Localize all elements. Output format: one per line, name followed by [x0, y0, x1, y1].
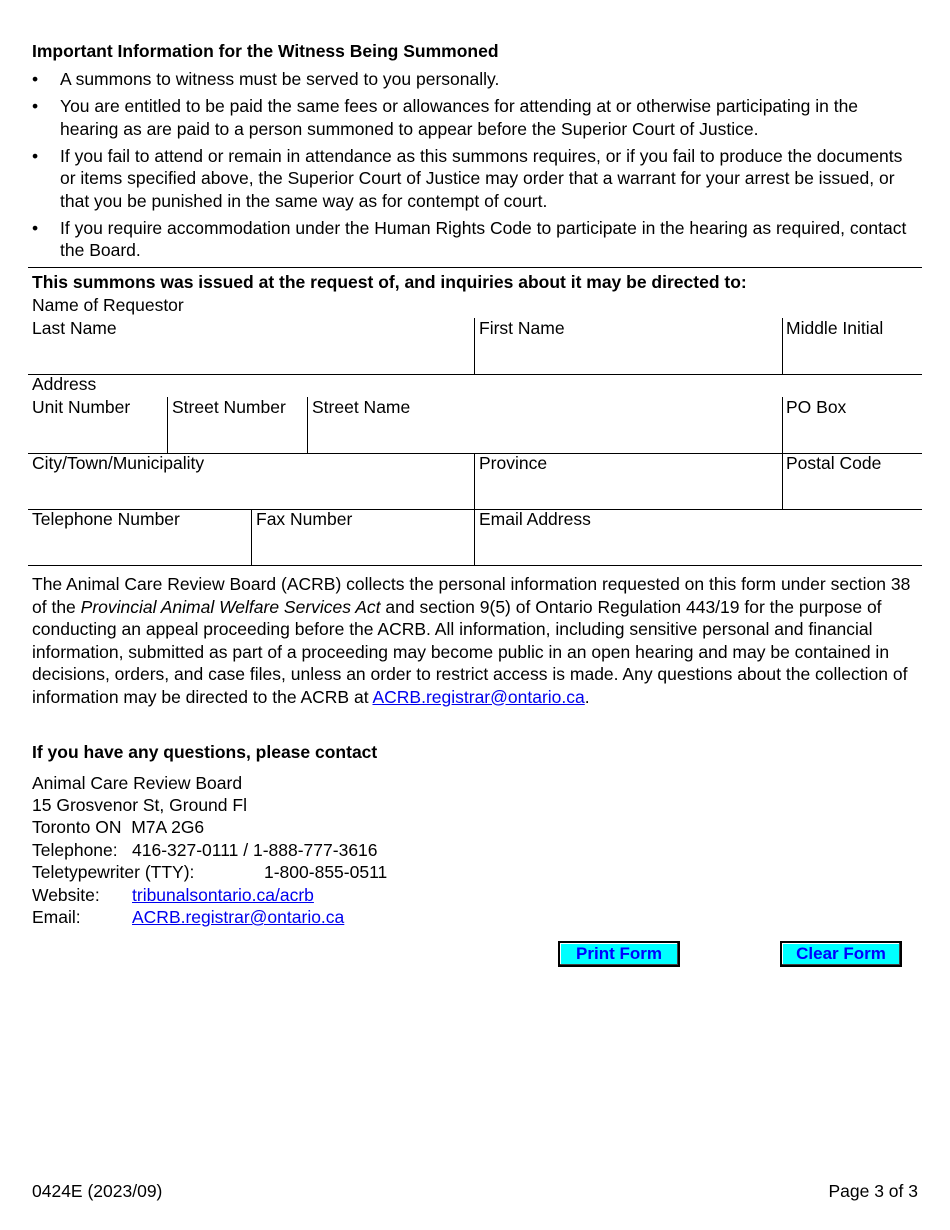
contact-street: 15 Grosvenor St, Ground Fl: [32, 795, 247, 815]
row-divider: [28, 374, 922, 375]
po-box-label: PO Box: [786, 397, 847, 417]
print-form-button[interactable]: Print Form: [559, 942, 679, 966]
info-bullet-list: [28, 68, 920, 266]
form-page: [28, 0, 922, 1230]
street-number-label: Street Number: [172, 397, 286, 417]
fax-label: Fax Number: [256, 509, 353, 529]
email-label: Email Address: [479, 509, 591, 529]
section-divider: [28, 267, 922, 268]
privacy-notice: [32, 573, 922, 708]
contact-tty-value: 1-800-855-0511: [264, 862, 388, 882]
clear-form-button[interactable]: Clear Form: [781, 942, 901, 966]
form-code: 0424E (2023/09): [32, 1181, 163, 1201]
requestor-name-label: Name of Requestor: [32, 295, 184, 315]
street-name-input[interactable]: [308, 420, 781, 452]
telephone-input[interactable]: [28, 532, 250, 564]
fax-input[interactable]: [252, 532, 474, 564]
contact-heading: If you have any questions, please contact: [32, 742, 378, 762]
unit-number-label: Unit Number: [32, 397, 131, 417]
act-name: Provincial Animal Welfare Services Act: [80, 596, 381, 617]
info-bullet-text: If you fail to attend or remain in attendance as this summons requires, or if you fail to produce the documents or items specified above, the Superior Court of Justice may order that a warrant for your arrest be issued, or that you be punished in the same way as for contempt of court.: [60, 145, 903, 211]
privacy-text-part: The Animal Care Review Board (ACRB) collects the personal information requested on this form under section 38 of the: [32, 574, 911, 617]
province-input[interactable]: [475, 476, 781, 508]
info-bullet-item: [28, 95, 920, 140]
contact-org: Animal Care Review Board: [32, 773, 243, 793]
postal-code-label: Postal Code: [786, 453, 882, 473]
info-bullet-item: [28, 145, 920, 213]
privacy-email-link[interactable]: ACRB.registrar@ontario.ca: [372, 686, 585, 707]
bullet-icon: •: [32, 69, 39, 89]
info-heading: Important Information for the Witness Being Summoned: [32, 41, 499, 61]
city-label: City/Town/Municipality: [32, 453, 205, 473]
bullet-icon: •: [32, 145, 39, 166]
info-bullet-item: [28, 217, 920, 262]
privacy-text-part: .: [584, 686, 590, 707]
contact-email-label: Email:: [32, 907, 81, 927]
email-input[interactable]: [475, 532, 922, 564]
bullet-icon: •: [32, 217, 39, 238]
province-label: Province: [479, 453, 548, 473]
privacy-text-part: and section 9(5) of Ontario Regulation 443/19 for the purpose of conducting an appeal proceeding before the ACRB. All information, including sensitive personal and financial information, submitted as part of a proceeding may become public in an open hearing and may be contained in decisions, orders, and case files, unless an order to restrict access is made. Any questions about the collection of information may be directed to the ACRB at: [32, 596, 908, 707]
last-name-label: Last Name: [32, 318, 117, 338]
info-bullet-text: You are entitled to be paid the same fees or allowances for attending at or otherwise participating in the hearing as are paid to a person summoned to appear before the Superior Court of Justice.: [60, 96, 859, 139]
contact-telephone-value: 416-327-0111 / 1-888-777-3616: [132, 840, 378, 860]
middle-initial-label: Middle Initial: [786, 318, 884, 338]
contact-city: Toronto ON M7A 2G6: [32, 817, 205, 837]
telephone-label: Telephone Number: [32, 509, 180, 529]
street-name-label: Street Name: [312, 397, 411, 417]
contact-website-label: Website:: [32, 885, 100, 905]
info-bullet-item: [28, 68, 920, 91]
unit-number-input[interactable]: [28, 420, 166, 452]
first-name-label: First Name: [479, 318, 565, 338]
po-box-input[interactable]: [783, 420, 922, 452]
contact-email-link[interactable]: ACRB.registrar@ontario.ca: [132, 907, 345, 927]
contact-telephone-label: Telephone:: [32, 840, 118, 860]
info-bullet-text: A summons to witness must be served to you personally.: [60, 69, 500, 89]
contact-tty-label: Teletypewriter (TTY):: [32, 862, 195, 882]
address-label: Address: [32, 374, 97, 394]
row-divider: [28, 565, 922, 566]
city-input[interactable]: [28, 476, 474, 508]
requestor-heading: This summons was issued at the request of, and inquiries about it may be directed to:: [32, 272, 747, 292]
last-name-input[interactable]: [28, 341, 474, 373]
first-name-input[interactable]: [475, 341, 781, 373]
postal-code-input[interactable]: [783, 476, 922, 508]
contact-website-link[interactable]: tribunalsontario.ca/acrb: [132, 885, 314, 905]
info-bullet-text: If you require accommodation under the Human Rights Code to participate in the hearing as required, contact the Board.: [60, 217, 907, 260]
middle-initial-input[interactable]: [783, 341, 922, 373]
bullet-icon: •: [32, 96, 39, 116]
page-number: Page 3 of 3: [828, 1181, 918, 1201]
street-number-input[interactable]: [168, 420, 306, 452]
